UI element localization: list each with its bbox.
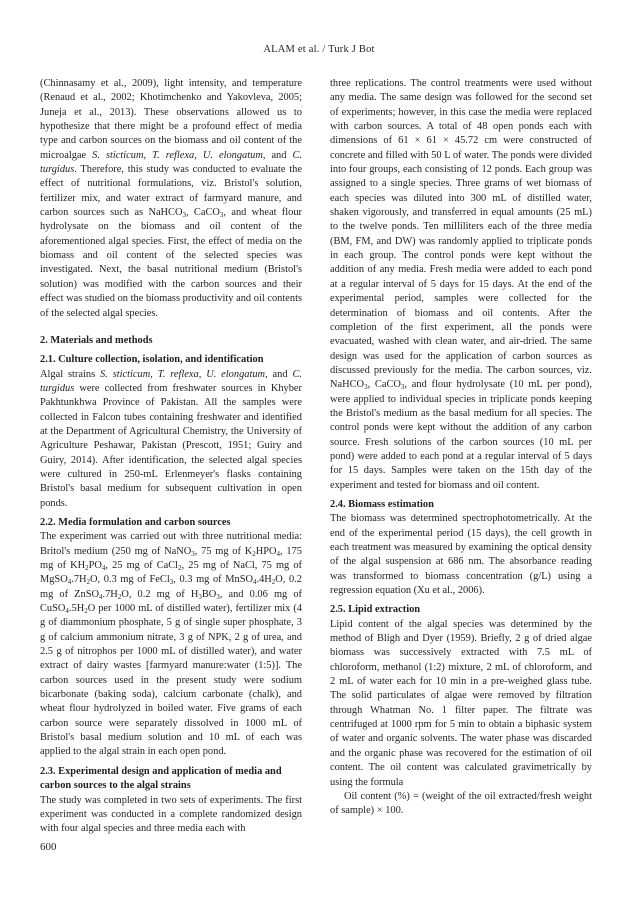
right-column [330, 77, 592, 819]
intro-paragraph: (Chinnasamy et al., 2009), light intensity, and temperature (Renaud et al., 2002; Khotimchenko and Yakovleva, 2005; Juneja et al., 2013). These observations allowed us to hypothesize that there might be a profound effect of media type and carbon sources on the biomass and oil content of the microalgae S. sticticum, T. reflexa, U. elongatum, and C. turgidus. Therefore, this study was conducted to evaluate the effect of nutritional formulations, viz. Bristol's solution, fertilizer mix, and water extract of farmyard manure, and carbon sources such as NaHCO$_3$, CaCO$_3$, and wheat flour hydrolysate on the biomass and oil content of the aforementioned algal species. First, the effect of media on the biomass and oil content of the selected species was investigated. Next, the basal nutritional medium (Bristol's solution) was modified with the carbon sources and their effect was studied on the biomass productivity and oil contents of the selected algal species. [40, 78, 302, 319]
paragraph-2-5: Lipid content of the algal species was determined by the method of Bligh and Dyer (1959). Briefly, 2 g of dried algae biomass was successively extracted with 7.5 mL of chloroform, methanol (1:2) mixture, 2 mL of chloroform, and 2 mL of water each for 10 min in a pre-weighed glass tube. The solid particulates of algae were removed by filtration through Whatman No. 1 filter paper. The filtrate was centrifuged at 1000 rpm for 5 min to obtain a biphasic system of water and organic solvents. The water phase was discarded and the organic phase was recovered for the estimation of oil content. The oil content was calculated gravimetrically by using the formula [330, 618, 592, 788]
section-heading-materials-methods: 2. Materials and methods [40, 334, 153, 346]
subsection-heading-2-5: 2.5. Lipid extraction [330, 604, 421, 616]
subsection-heading-2-4: 2.4. Biomass estimation [330, 498, 434, 510]
paragraph-2-2: The experiment was carried out with three nutritional media: Britol's medium (250 mg of NaNO$_3$, 75 mg of $K_2HPO_4$, 175 mg of $KH_2PO_4$, 25 mg of CaCl$_2$, 25 mg of NaCl, 75 mg of $MgSO_4.7H_2O$, 0.3 mg of FeCl$_3$, 0.3 mg of $MnSO_4.4H_2O$, 0.2 mg of $ZnSO_4.7H_2O$, 0.2 mg of $H_3BO_3$, and 0.06 mg of $CuSO_4.5H_2O$ per 1000 mL of distilled water), fertilizer mix (4 g of diammonium phosphate, 5 g of single super phosphate, 3 g of calcium ammonium nitrate, 3 g of NPK, 2 g of urea, and 2.5 g of nitrophos per 1000 mL of distilled water), and water extract of dairy wastes [farmyard manure:water (1:5)]. The carbon sources used in the present study were sodium bicarbonate (baking soda), calcium carbonate (chalk), and wheat flour hydrolyzed in boiled water. Five grams of each carbon source were separately dissolved in 1000 mL of Bristol's basal medium solution and 10 mL of each was applied to the algal strain in each open pond. [40, 531, 302, 758]
left-column [40, 77, 302, 837]
paragraph-2-3: The study was completed in two sets of experiments. The first experiment was conducted in a complete randomized design with four algal species and three media each with [40, 794, 302, 835]
subsection-heading-2-1: 2.1. Culture collection, isolation, and identification [40, 354, 264, 366]
subsection-heading-2-2: 2.2. Media formulation and carbon sources [40, 516, 231, 528]
running-head: ALAM et al. / Turk J Bot [263, 44, 375, 55]
oil-content-formula: Oil content (%) = (weight of the oil extracted/fresh weight of sample) × 100. [330, 790, 592, 817]
page-number: 600 [40, 841, 57, 853]
paragraph-2-4: The biomass was determined spectrophotometrically. At the end of the experimental period (15 days), the cell growth in each treatment was measured by examining the optical density of the algal suspension at 686 nm. The absorbance reading was transformed to biomass concentration (g/L) using a regression equation (Xu et al., 2006). [330, 513, 592, 597]
paragraph-2-3-continued: three replications. The control treatments were used without any media. The same design was followed for the second set of experiments; however, in this case the media were replaced with carbon sources. A total of 48 open ponds each with dimensions of 61 × 61 × 45.72 cm were constructed of concrete and filled with 50 L of water. The ponds were divided into four groups, each consisting of 12 ponds. Each group was assigned to a single species. Three grams of wet biomass of each species was diluted into 300 mL of distilled water, shaken vigorously, and transferred in equal amounts (25 mL) to the twelve ponds. Ten milliliters each of the three media (BM, FM, and DW) was randomly applied to triplicate ponds in each group. The control ponds were kept without the addition of any media. Fresh media were added to each pond at a regular interval of 5 days for 15 days. At the end of the experimental period, samples were collected for the determination of biomass and oil contents. After the completion of the first experiment, all the ponds were evacuated, washed with clean water, and air-dried. The same design was used for the application of carbon sources as discussed previously for the media. The carbon sources, viz. NaHCO$_3$, CaCO$_3$, and flour hydrolysate (10 mL per pond), were applied to individual species in triplicate ponds keeping the Bristol's medium as the basal medium for all species. The control ponds were kept without the addition of any carbon source. Fresh solutions of the carbon sources (10 mL per pond) were added to each pond at a regular interval of 5 days for 15 days. Samples were taken on the 15th day of the experiment and tested for biomass and oil content. [330, 78, 592, 491]
subsection-heading-2-3: 2.3. Experimental design and application of media and carbon sources to the algal strains [40, 765, 282, 792]
paragraph-2-1: Algal strains S. sticticum, T. reflexa, U. elongatum, and C. turgidus were collected from freshwater sources in Khyber Pakhtunkhwa Province of Pakistan. All the samples were collected in Falcon tubes containing freshwater and identified at the Department of Agricultural Chemistry, the University of Agriculture Peshawar, Pakistan (Prescott, 1951; Guiry and Guiry, 2014). After identification, the selected algal species were cultured in 250-mL Erlenmeyer's flasks containing Bristol's basal medium for subsequent cultivation in open ponds. [40, 368, 302, 509]
